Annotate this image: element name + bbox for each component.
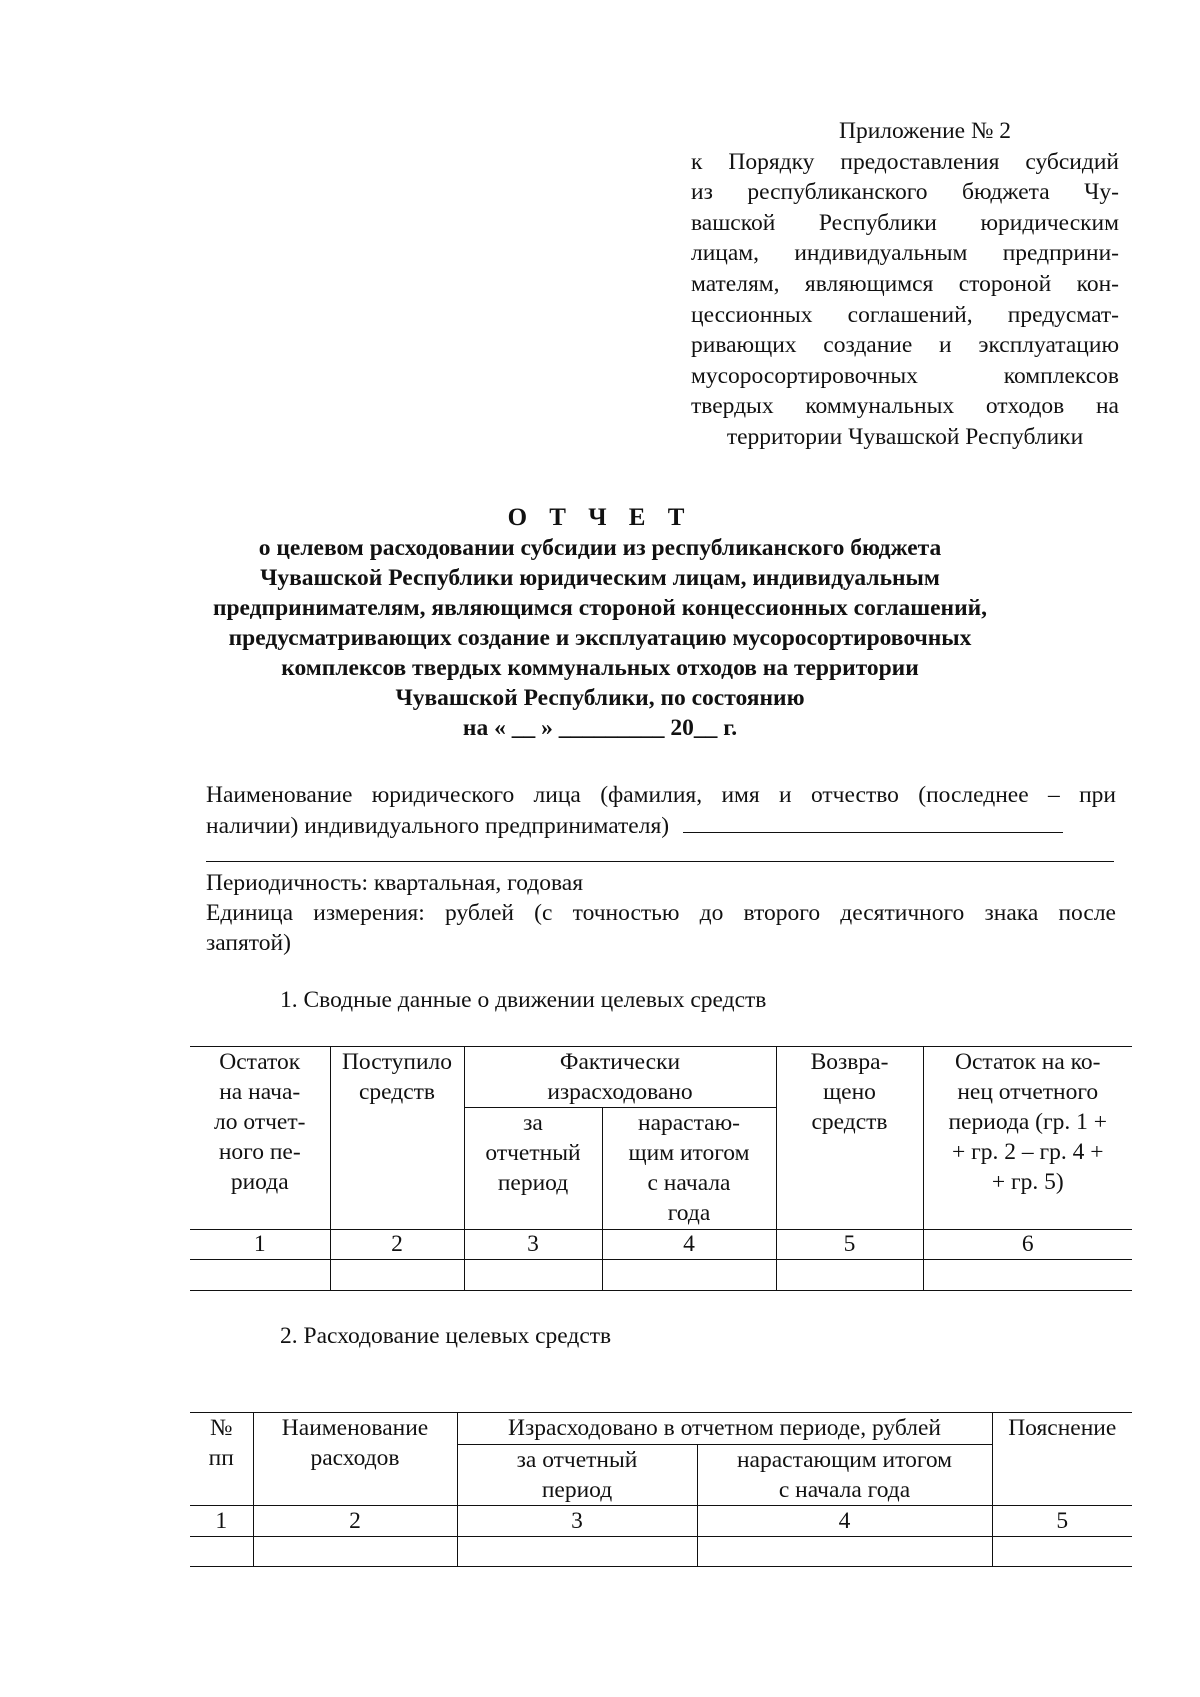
column-number-row — [190, 1506, 1132, 1537]
table-cell[interactable] — [464, 1260, 602, 1291]
appendix-line: мусоросортировочных комплексов — [691, 362, 1119, 389]
col-header-spent-period: за отчетный период — [464, 1108, 602, 1230]
report-title-line: комплексов твердых коммунальных отходов на территории — [281, 655, 919, 681]
section1-title: 1. Сводные данные о движении целевых средств — [280, 987, 767, 1013]
col-header-actually-spent: Фактически израсходовано — [464, 1047, 776, 1108]
column-number-row — [190, 1230, 1132, 1260]
column-number: 2 — [330, 1230, 464, 1260]
col-header-spent-period: за отчетный период — [457, 1445, 697, 1506]
column-number: 4 — [697, 1506, 992, 1537]
appendix-title: Приложение № 2 — [838, 118, 1012, 144]
col-header-opening-balance: Остаток на нача- ло отчет- ного пе- риода — [190, 1047, 330, 1230]
column-number: 5 — [776, 1230, 923, 1260]
report-title-line: предпринимателям, являющимся стороной концессионных соглашений, — [212, 595, 988, 621]
appendix-line: ривающих создание и эксплуатацию — [691, 332, 1119, 359]
col-header-closing-balance: Остаток на ко- нец отчетного периода (гр. 1 + + гр. 2 – гр. 4 + + гр. 5) — [923, 1047, 1132, 1230]
report-title-line: о целевом расходовании субсидии из республиканского бюджета — [258, 535, 942, 561]
table-cell[interactable] — [457, 1537, 697, 1567]
table-cell[interactable] — [923, 1260, 1132, 1291]
table-cell[interactable] — [190, 1537, 253, 1567]
entity-name-line2: наличии) индивидуального предпринимателя) — [206, 813, 670, 839]
table-cell[interactable] — [253, 1537, 457, 1567]
report-title-line: предусматривающих создание и эксплуатацию мусоросортировочных — [228, 625, 972, 651]
entity-name-line1: Наименование юридического лица (фамилия, имя и отчество (последнее – при — [206, 782, 1116, 808]
table-cell[interactable] — [330, 1260, 464, 1291]
appendix-line: территории Чувашской Республики — [726, 423, 1084, 450]
report-title-line: Чувашской Республики, по состоянию — [395, 685, 805, 711]
column-number: 3 — [457, 1506, 697, 1537]
col-header-spent-cumulative: нарастающим итогом с начала года — [697, 1445, 992, 1506]
column-number: 5 — [992, 1506, 1132, 1537]
appendix-line: из республиканского бюджета Чу- — [691, 179, 1119, 206]
entity-name-field[interactable] — [683, 810, 1063, 833]
appendix-line: твердых коммунальных отходов на — [691, 393, 1119, 420]
report-date-line: на « __ » _________ 20__ г. — [462, 715, 738, 741]
table-cell[interactable] — [190, 1260, 330, 1291]
col-header-spent-in-period: Израсходовано в отчетном периоде, рублей — [457, 1413, 992, 1445]
unit-text-line2: запятой) — [206, 930, 291, 956]
column-number: 4 — [602, 1230, 776, 1260]
unit-text-line1: Единица измерения: рублей (с точностью до второго десятичного знака после — [206, 900, 1116, 926]
column-number: 3 — [464, 1230, 602, 1260]
col-header-received: Поступило средств — [330, 1047, 464, 1230]
appendix-line: мателям, являющимся стороной кон- — [691, 270, 1119, 297]
entity-name-field-line2[interactable] — [206, 841, 1114, 862]
column-number: 6 — [923, 1230, 1132, 1260]
table-cell[interactable] — [697, 1537, 992, 1567]
column-number: 1 — [190, 1230, 330, 1260]
table-cell[interactable] — [602, 1260, 776, 1291]
table-cell[interactable] — [776, 1260, 923, 1291]
appendix-line: цессионных соглашений, предусмат- — [691, 301, 1119, 328]
entity-name-block — [206, 780, 1116, 862]
appendix-header — [691, 116, 1119, 453]
summary-table — [190, 1046, 1132, 1291]
appendix-line: к Порядку предоставления субсидий — [691, 148, 1119, 175]
appendix-line: лицам, индивидуальным предприни- — [691, 240, 1119, 267]
col-header-expense-name: Наименование расходов — [253, 1413, 457, 1506]
column-number: 1 — [190, 1506, 253, 1537]
report-title-line: Чувашской Республики юридическим лицам, индивидуальным — [260, 565, 940, 591]
col-header-explanation: Пояснение — [992, 1413, 1132, 1506]
col-header-row-number: № пп — [190, 1413, 253, 1506]
report-title-block — [180, 503, 1020, 743]
col-header-returned: Возвра- щено средств — [776, 1047, 923, 1230]
report-params-block — [206, 868, 1116, 958]
table-row — [190, 1260, 1132, 1291]
table-cell[interactable] — [992, 1537, 1132, 1567]
table-row — [190, 1537, 1132, 1567]
section2-title: 2. Расходование целевых средств — [280, 1323, 612, 1349]
column-number: 2 — [253, 1506, 457, 1537]
periodicity-text: Периодичность: квартальная, годовая — [206, 870, 584, 896]
appendix-line: вашской Республики юридическим — [691, 209, 1119, 236]
report-heading: О Т Ч Е Т — [507, 504, 693, 531]
expenses-table — [190, 1412, 1132, 1567]
col-header-spent-cumulative: нарастаю- щим итогом с начала года — [602, 1108, 776, 1230]
